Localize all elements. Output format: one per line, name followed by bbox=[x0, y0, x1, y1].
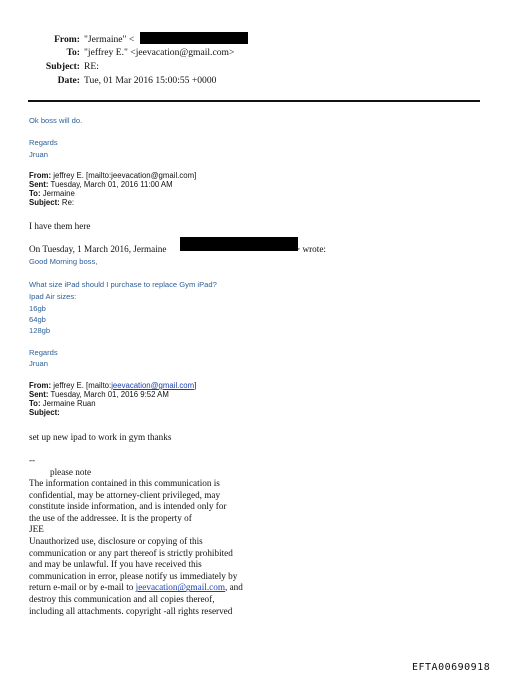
redaction-bar bbox=[140, 32, 248, 44]
quoted1-to: To: Jermaine bbox=[29, 189, 75, 198]
to-label: To: bbox=[66, 47, 80, 58]
quoted2-subject: Subject: bbox=[29, 408, 60, 417]
bates-number: EFTA00690918 bbox=[412, 662, 491, 673]
message2-sizes-title: Ipad Air sizes: bbox=[29, 292, 77, 301]
disclaimer-line: including all attachments. copyright -all rights reserved bbox=[29, 605, 233, 616]
disclaimer-line: The information contained in this communication is bbox=[29, 478, 220, 488]
reply-line: Ok boss will do. bbox=[29, 116, 83, 125]
message2-name: Jruan bbox=[29, 359, 48, 368]
size-item: 16gb bbox=[29, 304, 46, 313]
signature-dashes: -- bbox=[29, 455, 36, 465]
reply-name: Jruan bbox=[29, 150, 48, 159]
quoted1-sent: Sent: Tuesday, March 01, 2016 11:00 AM bbox=[29, 180, 173, 189]
subject-value: RE: bbox=[84, 61, 99, 72]
subject-label: Subject: bbox=[45, 61, 80, 72]
quoted1-on-prefix: On Tuesday, 1 March 2016, Jermaine bbox=[29, 244, 167, 254]
disclaimer-line: Unauthorized use, disclosure or copying of this bbox=[29, 535, 203, 546]
disclaimer-line: communication in error, please notify us immediately by bbox=[29, 570, 238, 581]
from-label: From: bbox=[54, 34, 80, 45]
redaction-bar bbox=[180, 237, 298, 251]
quoted2-sent: Sent: Tuesday, March 01, 2016 9:52 AM bbox=[29, 390, 169, 399]
disclaimer-line: the use of the addressee. It is the property of bbox=[29, 512, 192, 523]
signature-note: please note bbox=[50, 467, 92, 477]
to-value: "jeffrey E." <jeevacation@gmail.com> bbox=[84, 47, 235, 58]
quoted2-body: set up new ipad to work in gym thanks bbox=[29, 432, 172, 442]
message2-question: What size iPad should I purchase to replace Gym iPad? bbox=[29, 280, 217, 289]
disclaimer-line: JEE bbox=[29, 524, 44, 535]
reply-regards: Regards bbox=[29, 138, 58, 147]
quoted1-from: From: jeffrey E. [mailto:jeevacation@gmail.com] bbox=[29, 171, 197, 180]
quoted1-on-suffix: > wrote: bbox=[295, 244, 326, 254]
disclaimer-line: return e-mail or by e-mail to jeevacation@gmail.com, and bbox=[29, 582, 243, 593]
quoted1-body: I have them here bbox=[29, 221, 91, 231]
quoted2-to: To: Jermaine Ruan bbox=[29, 399, 96, 408]
disclaimer-line: constitute inside information, and is intended only for bbox=[29, 501, 227, 512]
disclaimer-line: communication or any part thereof is strictly prohibited bbox=[29, 547, 233, 558]
header-divider bbox=[28, 100, 480, 102]
disclaimer-line: destroy this communication and all copies thereof, bbox=[29, 593, 215, 604]
quoted1-subject: Subject: Re: bbox=[29, 198, 75, 207]
size-item: 64gb bbox=[29, 315, 46, 324]
disclaimer-line: confidential, may be attorney-client privileged, may bbox=[29, 489, 221, 500]
quoted2-from: From: jeffrey E. [mailto:jeevacation@gmail.com] bbox=[29, 381, 197, 390]
disclaimer bbox=[29, 478, 243, 617]
message2-greeting: Good Morning boss, bbox=[29, 257, 98, 266]
date-label: Date: bbox=[57, 75, 80, 86]
email-link[interactable]: jeevacation@gmail.com bbox=[111, 381, 195, 390]
from-value: "Jermaine" < bbox=[84, 34, 135, 45]
email-link[interactable]: jeevacation@gmail.com bbox=[135, 582, 225, 593]
date-value: Tue, 01 Mar 2016 15:00:55 +0000 bbox=[84, 75, 217, 86]
message2-regards: Regards bbox=[29, 348, 58, 357]
disclaimer-line: and may be unlawful. If you have received this bbox=[29, 559, 202, 570]
size-item: 128gb bbox=[29, 326, 51, 335]
